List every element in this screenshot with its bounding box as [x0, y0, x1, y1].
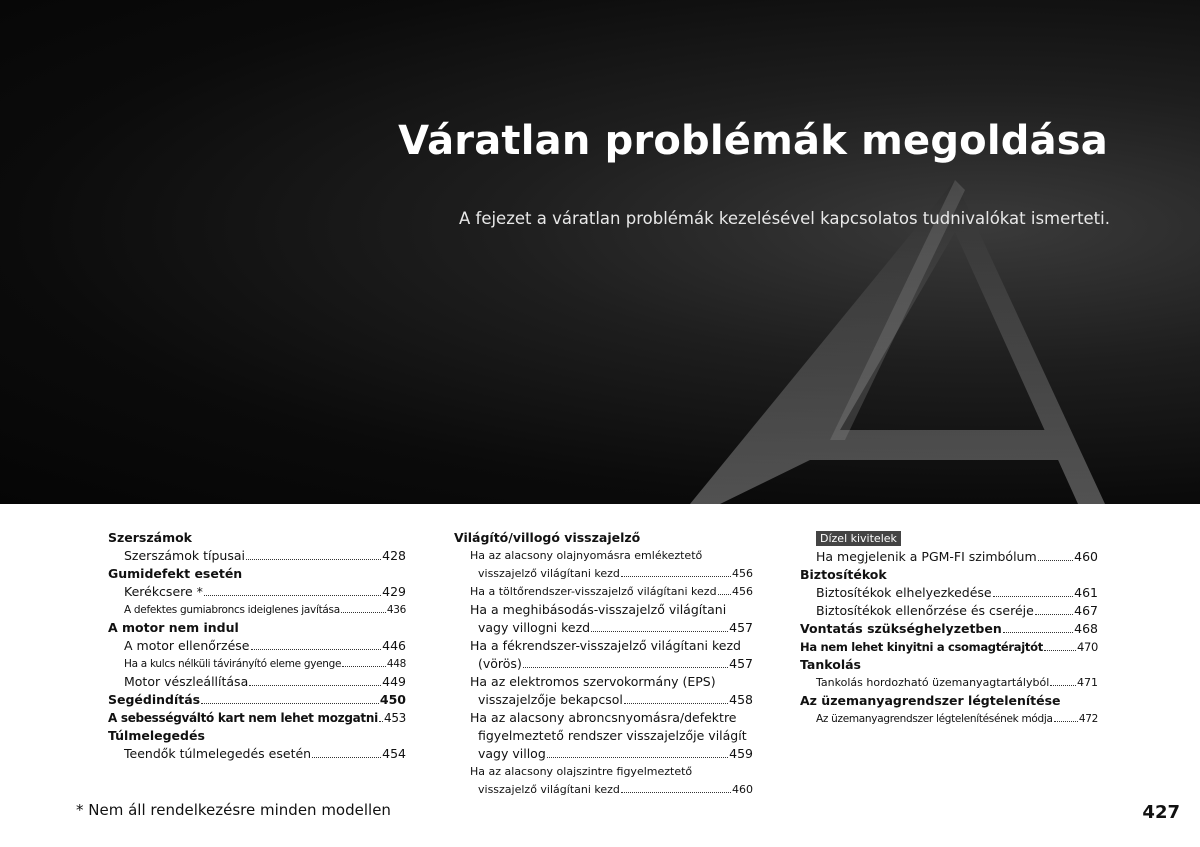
footnote: * Nem áll rendelkezésre minden modellen	[76, 801, 391, 819]
chapter-title: Váratlan problémák megoldása	[398, 118, 1108, 164]
toc-entry-line[interactable]: Ha az alacsony olajnyomásra emlékeztető	[470, 549, 703, 562]
toc-column-3	[800, 529, 1098, 728]
toc-entry[interactable]: (vörös) 457	[478, 656, 753, 671]
toc-heading[interactable]: Világító/villogó visszajelző	[454, 530, 641, 545]
toc-column-1	[108, 529, 406, 763]
toc-entry[interactable]: Ha megjelenik a PGM-FI szimbólum 460	[816, 549, 1098, 564]
toc-heading[interactable]: Túlmelegedés	[108, 728, 205, 743]
toc-entry-line[interactable]: Ha az alacsony abroncsnyomásra/defektre	[470, 710, 737, 725]
toc-heading[interactable]: A motor nem indul	[108, 620, 239, 635]
toc-heading-entry[interactable]: Ha nem lehet kinyitni a csomagtérajtót 470	[800, 640, 1098, 654]
toc-entry[interactable]: Kerékcsere * 429	[124, 584, 406, 599]
toc-entry-line[interactable]: Ha a fékrendszer-visszajelző világítani kezd	[470, 638, 741, 653]
toc-entry[interactable]: vagy villog 459	[478, 746, 753, 761]
toc-heading-entry[interactable]: A sebességváltó kart nem lehet mozgatni 453	[108, 711, 406, 725]
toc-entry-line[interactable]: Ha az alacsony olajszintre figyelmeztető	[470, 765, 693, 778]
toc-entry-line[interactable]: Ha az elektromos szervokormány (EPS)	[470, 674, 716, 689]
toc-entry[interactable]: visszajelző világítani kezd 460	[478, 783, 753, 796]
diesel-badge: Dízel kivitelek	[816, 531, 901, 546]
toc-entry[interactable]: visszajelző világítani kezd 456	[478, 567, 753, 580]
toc-heading[interactable]: Szerszámok	[108, 530, 192, 545]
page-number: 427	[1142, 802, 1180, 823]
toc-column-2	[454, 529, 753, 799]
toc-entry[interactable]: Ha a kulcs nélküli távirányító eleme gyenge 448	[124, 658, 406, 670]
toc-entry[interactable]: A motor ellenőrzése 446	[124, 638, 406, 653]
toc-entry[interactable]: Biztosítékok elhelyezkedése 461	[816, 585, 1098, 600]
toc-entry[interactable]: Ha a töltőrendszer-visszajelző világítani kezd 456	[470, 585, 753, 598]
toc-entry[interactable]: Teendők túlmelegedés esetén 454	[124, 746, 406, 761]
toc-entry[interactable]: A defektes gumiabroncs ideiglenes javítása 436	[124, 604, 406, 616]
toc-entry[interactable]: visszajelzője bekapcsol 458	[478, 692, 753, 707]
toc-heading[interactable]: Gumidefekt esetén	[108, 566, 243, 581]
toc-heading[interactable]: Biztosítékok	[800, 567, 887, 582]
toc-entry[interactable]: vagy villogni kezd 457	[478, 620, 753, 635]
toc-heading[interactable]: Az üzemanyagrendszer légtelenítése	[800, 693, 1061, 708]
toc-heading-entry[interactable]: Vontatás szükséghelyzetben 468	[800, 621, 1098, 636]
toc-entry[interactable]: Motor vészleállítása 449	[124, 674, 406, 689]
toc-entry[interactable]: Tankolás hordozható üzemanyagtartályból 471	[816, 676, 1098, 689]
toc-entry[interactable]: Az üzemanyagrendszer légtelenítésének módja 472	[816, 713, 1098, 725]
toc-entry-line[interactable]: figyelmeztető rendszer visszajelzője világít	[478, 728, 747, 743]
toc-entry[interactable]: Szerszámok típusai 428	[124, 548, 406, 563]
chapter-subtitle: A fejezet a váratlan problémák kezelésével kapcsolatos tudnivalókat ismerteti.	[458, 209, 1110, 228]
toc-heading-entry[interactable]: Segédindítás 450	[108, 692, 406, 707]
toc-entry[interactable]: Biztosítékok ellenőrzése és cseréje 467	[816, 603, 1098, 618]
toc-heading[interactable]: Tankolás	[800, 657, 861, 672]
toc-entry-line[interactable]: Ha a meghibásodás-visszajelző világítani	[470, 602, 727, 617]
